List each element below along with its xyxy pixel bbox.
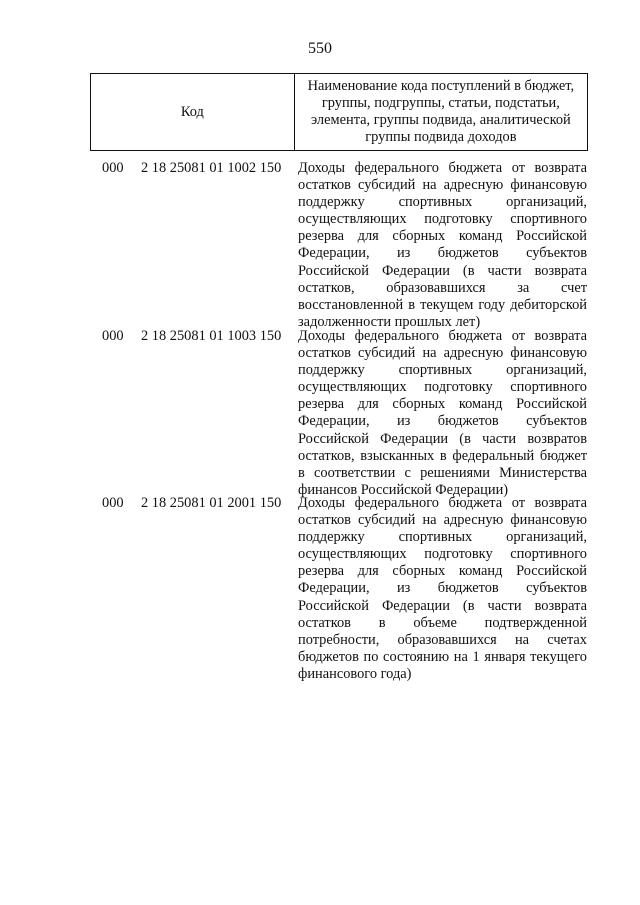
table-header (90, 73, 588, 151)
revenue-description: Доходы федерального бюджета от возврата остатков субсидий на адресную финансовую поддержку спортивных организаций, осуществляющих подготовку спортивного резерва для сборных команд Российской Федерации, из бюджетов субъектов Российской Федерации (в части возврата остатков в объеме подтвержденной потребности, образовавшихся на счетах бюджетов по состоянию на 1 января текущего финансового года) (298, 495, 587, 682)
admin-code: 000 (102, 328, 124, 344)
admin-code: 000 (102, 495, 124, 511)
revenue-description: Доходы федерального бюджета от возврата остатков субсидий на адресную финансовую поддержку спортивных организаций, осуществляющих подготовку спортивного резерва для сборных команд Российской Федерации, из бюджетов субъектов Российской Федерации (в части возврата остатков, образовавшихся за счет восстановленной в текущем году дебиторской задолженности прошлых лет) (298, 160, 587, 330)
page-number: 550 (308, 40, 332, 57)
column-header-name: Наименование кода поступлений в бюджет, группы, подгруппы, статьи, подстатьи, элемента, группы подвида, аналитической группы подвида доходов (294, 74, 587, 151)
column-header-code: Код (91, 74, 295, 151)
admin-code: 000 (102, 160, 124, 176)
revenue-description: Доходы федерального бюджета от возврата остатков субсидий на адресную финансовую поддержку спортивных организаций, осуществляющих подготовку спортивного резерва для сборных команд Российской Федерации, из бюджетов субъектов Российской Федерации (в части возвратов остатков, взысканных в федеральный бюджет в соответствии с решениями Министерства финансов Российской Федерации) (298, 328, 587, 498)
revenue-code: 2 18 25081 01 1002 150 (141, 160, 282, 176)
revenue-code: 2 18 25081 01 1003 150 (141, 328, 282, 344)
table-header-row (91, 74, 588, 151)
revenue-code: 2 18 25081 01 2001 150 (141, 495, 282, 511)
